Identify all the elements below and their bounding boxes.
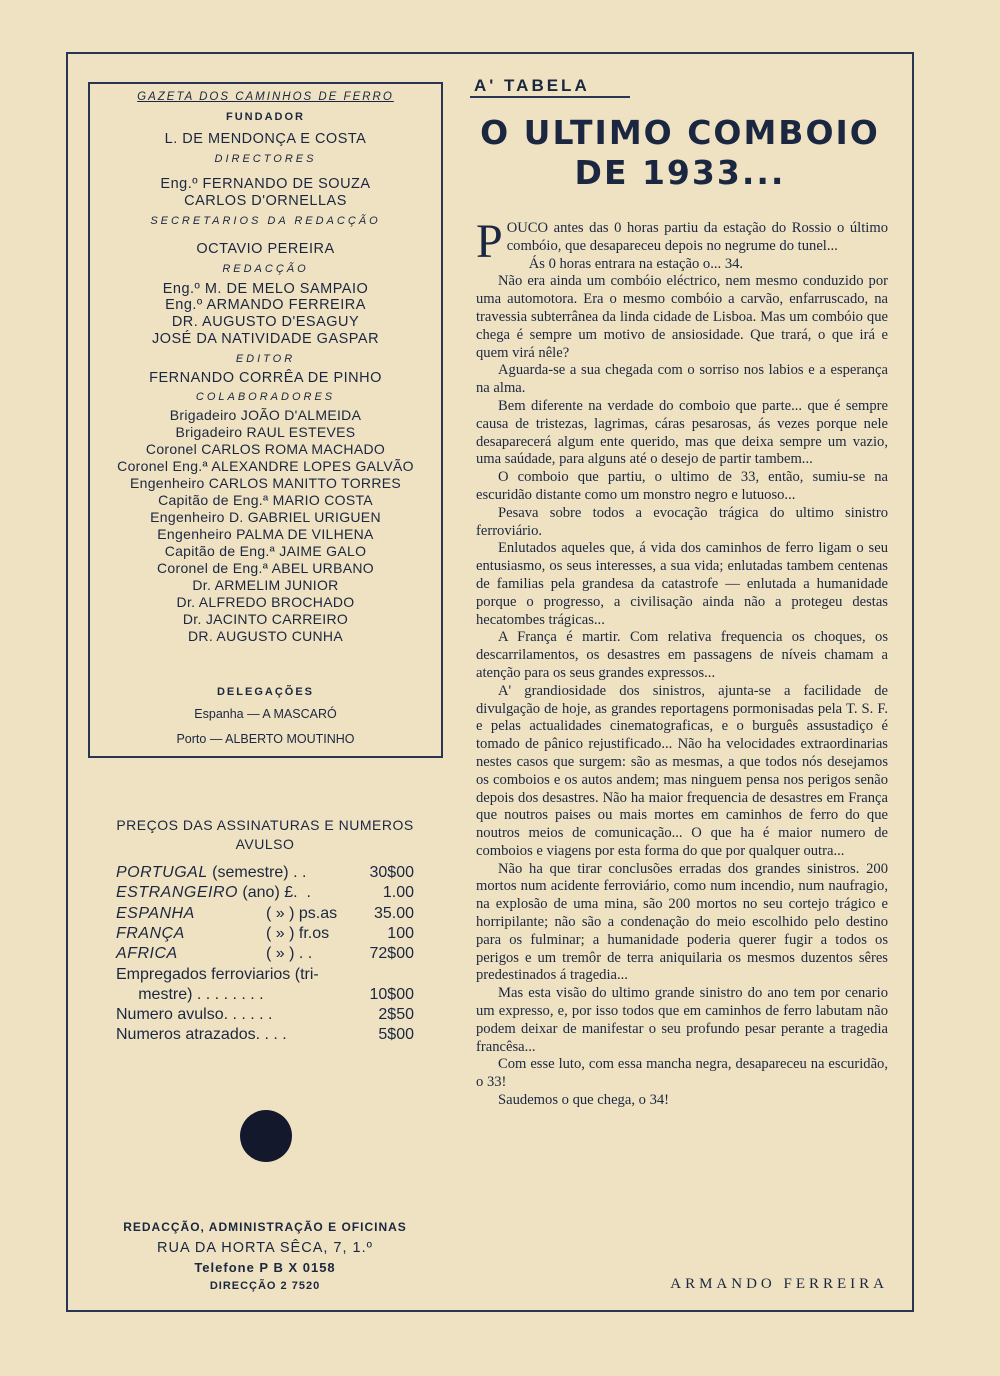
masthead-line: Coronel Eng.ª ALEXANDRE LOPES GALVÃO bbox=[117, 458, 414, 474]
masthead-line: Porto — ALBERTO MOUTINHO bbox=[176, 732, 355, 746]
price-unit: ( » ) fr.os bbox=[266, 924, 330, 942]
article-paragraph: O comboio que partiu, o ultimo de 33, então, sumiu-se na escuridão distante como um monstro negro e lutuoso... bbox=[476, 469, 888, 503]
price-row bbox=[116, 863, 414, 883]
masthead-line: Dr. ARMELIM JUNIOR bbox=[192, 577, 339, 593]
price-row bbox=[116, 1005, 414, 1025]
article-paragraph: Mas esta visão do ultimo grande sinistro do ano tem por cenario um expresso, e, por isso todos que em caminhos de ferro labutam não podem deixar de manifestar o seu profundo pesar perante a tragedia francêsa... bbox=[476, 985, 888, 1055]
price-unit: ( » ) . . bbox=[266, 945, 313, 963]
price-region: PORTUGAL bbox=[116, 864, 208, 881]
price-row bbox=[116, 965, 414, 985]
article-paragraph: Enlutados aqueles que, á vida dos caminhos de ferro ligam o seu entusiasmo, os seus interesses, a sua vida; enlutadas tambem centenas de familias pela grandesa da catastrofe — enlutada a humanidade porque o progresso, a civilisação ainda não a protegeu destas hecatombes trágicas... bbox=[476, 540, 888, 628]
price-label bbox=[116, 863, 306, 883]
masthead-line: Coronel CARLOS ROMA MACHADO bbox=[145, 441, 386, 457]
footer-address-heading: REDACÇÃO, ADMINISTRAÇÃO E OFICINAS bbox=[123, 1220, 407, 1234]
ink-dot bbox=[240, 1110, 292, 1162]
masthead-line: DIRECTORES bbox=[214, 153, 317, 165]
price-label bbox=[116, 904, 195, 924]
price-value: 100 bbox=[387, 924, 414, 942]
masthead-line: Coronel de Eng.ª ABEL URBANO bbox=[157, 560, 374, 576]
masthead-line: DELEGAÇÕES bbox=[216, 686, 314, 698]
masthead-line: OCTAVIO PEREIRA bbox=[196, 241, 335, 257]
prices-title-line2: AVULSO bbox=[235, 836, 295, 852]
masthead-line: Espanha — A MASCARÓ bbox=[194, 707, 337, 721]
subscription-prices bbox=[90, 816, 440, 1044]
masthead-line: Brigadeiro RAUL ESTEVES bbox=[175, 424, 356, 440]
price-label bbox=[116, 1005, 273, 1025]
article-paragraph: A' grandiosidade dos sinistros, ajunta-se a facilidade de divulgação de hoje, as grandes reportagens pormonisadas pela T. S. F. e pelas actualidades cinematograficas, e o burguês assustadiço é tomado de pânico rejustificado... Não ha velocidades extraordinarias nestes casos que surgem: são as mesmas, a que todos nós desejamos os comboios e os autos andem; mas ninguem pensa nos perigos senão depois dos desastres. Não ha maior frequencia de desastres em França que noutros paises ou mais mortes em caminhos de ferro do que noutros meios de comunicação... O que ha é maior numero de comboios e viagens por esta forma do que por qualquer outra... bbox=[476, 682, 888, 859]
headline-line1: O ULTIMO COMBOIO bbox=[480, 113, 880, 152]
article-body bbox=[476, 215, 888, 1110]
price-region: FRANÇA bbox=[116, 924, 185, 942]
masthead-line: Engenheiro PALMA DE VILHENA bbox=[157, 526, 374, 542]
price-region: ESPANHA bbox=[116, 904, 195, 922]
price-label bbox=[116, 883, 311, 903]
price-region: ESTRANGEIRO bbox=[116, 884, 238, 902]
price-value: 72$00 bbox=[369, 945, 414, 963]
article-paragraph: Não ha que tirar conclusões erradas dos grandes sinistros. 200 mortos num acidente ferroviário, como num incendio, num naufragio, na explosão de uma mina, são 200 mortos no seu cortejo trágico e horripilante; não são a condenação do meio escolhido pelo destino para os fulminar; a humanidade poderia querer fugir a todos os perigos e um tremôr de terra aniquilaria os mesmos duzentos sêres predestinados á tragedia... bbox=[476, 860, 888, 984]
price-label bbox=[116, 944, 178, 964]
article-paragraph: Pesava sobre todos a evocação trágica do ultimo sinistro ferroviário. bbox=[476, 504, 888, 539]
price-value: 35.00 bbox=[373, 904, 414, 922]
price-row bbox=[116, 985, 414, 1005]
price-period: (semestre) . . bbox=[207, 864, 307, 881]
price-row bbox=[116, 904, 414, 924]
author-signature: ARMANDO FERREIRA bbox=[670, 1276, 888, 1292]
price-period: mestre) . . . . . . . . bbox=[116, 985, 264, 1003]
price-period: Numeros atrazados. . . . bbox=[116, 1026, 287, 1044]
price-value: 5$00 bbox=[378, 1026, 414, 1044]
article-paragraph: Não era ainda um combóio eléctrico, nem mesmo conduzido por uma automotora. Era o mesmo combóio a carvão, enfarruscado, na travessia subterrânea da linda cidade de Lisboa. Mas um combóio que chega é sempre um motivo de ansiosidade. Que trará, o que irá e quem virá nêle? bbox=[476, 273, 888, 361]
price-label bbox=[116, 985, 264, 1005]
article-paragraph: Ás 0 horas entrara na estação o... 34. bbox=[528, 255, 744, 272]
price-row bbox=[116, 883, 414, 903]
masthead-line: Brigadeiro JOÃO D'ALMEIDA bbox=[169, 407, 362, 423]
price-region: AFRICA bbox=[116, 945, 178, 963]
article-paragraph: Com esse luto, com essa mancha negra, desapareceu na escuridão, o 33! bbox=[476, 1056, 888, 1091]
footer-telephone: Telefone P B X 0158 bbox=[194, 1260, 336, 1275]
headline-line2: DE 1933... bbox=[574, 153, 786, 192]
article-paragraph: A França é martir. Com relativa frequencia os choques, os descarrilamentos, os desastres em passagens de níveis chamam a atenção para os seus grandes expressos... bbox=[476, 629, 888, 681]
masthead-line: Eng.º FERNANDO DE SOUZA bbox=[160, 176, 371, 192]
masthead-box bbox=[88, 82, 443, 758]
masthead-line: Dr. ALFREDO BROCHADO bbox=[176, 594, 355, 610]
masthead-line: Engenheiro CARLOS MANITTO TORRES bbox=[129, 475, 402, 491]
price-row bbox=[116, 944, 414, 964]
price-label bbox=[116, 965, 319, 985]
masthead-line: COLABORADORES bbox=[195, 391, 336, 403]
section-tag: A' TABELA bbox=[474, 76, 590, 95]
article-paragraph: Saudemos o que chega, o 34! bbox=[498, 1092, 670, 1109]
price-row bbox=[116, 1025, 414, 1045]
masthead-line: Capitão de Eng.ª JAIME GALO bbox=[164, 543, 367, 559]
masthead-line: SECRETARIOS DA REDACÇÃO bbox=[150, 215, 381, 227]
lead-text: OUCO antes das 0 horas partiu da estação do Rossio o último combóio, que desapareceu depois no negrume do tunel... bbox=[506, 220, 888, 254]
masthead-line: L. DE MENDONÇA E COSTA bbox=[164, 131, 367, 147]
prices-title-line1: PREÇOS DAS ASSINATURAS E NUMEROS bbox=[116, 817, 414, 833]
price-period: (ano) £. . bbox=[237, 884, 311, 902]
masthead-line: Eng.º M. DE MELO SAMPAIO bbox=[162, 281, 369, 297]
drop-cap: P bbox=[476, 215, 503, 268]
masthead-line: FERNANDO CORRÊA DE PINHO bbox=[149, 370, 382, 386]
masthead-line: Engenheiro D. GABRIEL URIGUEN bbox=[150, 509, 381, 525]
footer-street: RUA DA HORTA SÊCA, 7, 1.º bbox=[157, 1240, 373, 1256]
masthead-line: REDACÇÃO bbox=[222, 263, 309, 275]
footer-direction: DIRECÇÃO 2 7520 bbox=[209, 1280, 321, 1292]
masthead-line: DR. AUGUSTO D'ESAGUY bbox=[171, 314, 360, 330]
masthead-line: GAZETA DOS CAMINHOS DE FERRO bbox=[137, 91, 394, 103]
article-paragraph: Bem diferente na verdade do comboio que parte... que é sempre causa de tristezas, lagrimas, cáras pesarosas, ás vezes porque nele desaparecerá algum ente querido, mas que deixa sempre um vazio, uma saúdade, para alguns até o desejo de partir tambem... bbox=[476, 397, 888, 468]
price-row bbox=[116, 924, 414, 944]
masthead-line: EDITOR bbox=[235, 353, 296, 365]
price-value: 2$50 bbox=[378, 1006, 414, 1024]
price-value: 10$00 bbox=[369, 985, 414, 1003]
section-rule bbox=[470, 96, 630, 98]
price-label bbox=[116, 924, 185, 944]
masthead-line: Capitão de Eng.ª MARIO COSTA bbox=[158, 492, 373, 508]
price-label bbox=[116, 1025, 287, 1045]
masthead-line: CARLOS D'ORNELLAS bbox=[184, 193, 347, 209]
masthead-line: DR. AUGUSTO CUNHA bbox=[188, 628, 343, 644]
article-paragraph: Aguarda-se a sua chegada com o sorriso nos labios e a esperança na alma. bbox=[476, 362, 888, 397]
price-value: 1.00 bbox=[382, 884, 414, 902]
masthead-line: FUNDADOR bbox=[226, 111, 305, 123]
price-period: Numero avulso. . . . . . bbox=[116, 1006, 273, 1024]
masthead-line: Eng.º ARMANDO FERREIRA bbox=[165, 297, 366, 313]
masthead-line: Dr. JACINTO CARREIRO bbox=[182, 611, 349, 627]
price-unit: ( » ) ps.as bbox=[266, 904, 338, 922]
masthead-line: JOSÉ DA NATIVIDADE GASPAR bbox=[151, 331, 380, 347]
price-value: 30$00 bbox=[369, 864, 414, 881]
price-period: Empregados ferroviarios (tri- bbox=[116, 965, 319, 983]
